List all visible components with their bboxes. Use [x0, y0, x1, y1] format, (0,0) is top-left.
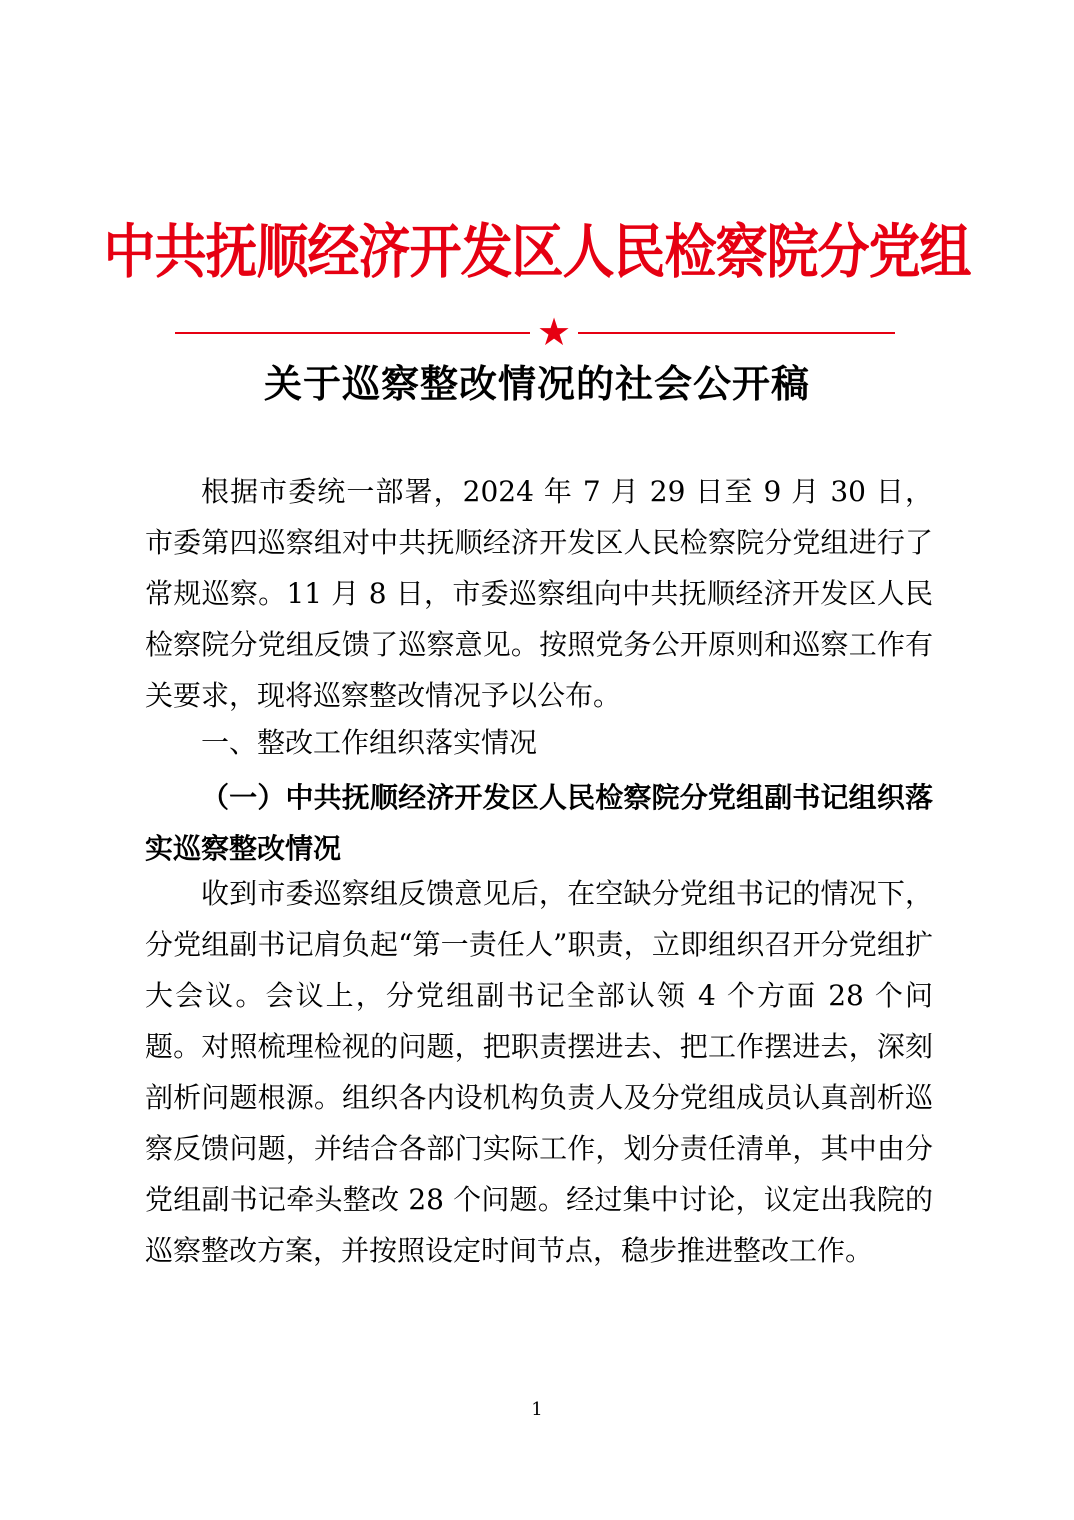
org-header-title: 中共抚顺经济开发区人民检察院分党组 [103, 219, 971, 287]
header-divider [175, 310, 895, 354]
paragraph-2-text: 收到市委巡察组反馈意见后，在空缺分党组书记的情况下，分党组副书记肩负起“第一责任人”职责，立即组织召开分党组扩大会议。会议上，分党组副书记全部认领 4 个方面 28 个问题。对照梳理检视的问题，把职责摆进去、把工作摆进去，深刻剖析问题根源。组织各内设机构负责人及分党组成员认真剖析巡察反馈问题，并结合各部门实际工作，划分责任清单，其中由分党组副书记牵头整改 28 个问题。经过集中讨论，议定出我院的巡察整改方案，并按照设定时间节点，稳步推进整改工作。 [145, 877, 933, 1267]
section-heading-1: 一、整改工作组织落实情况 [201, 726, 538, 759]
paragraph-body [145, 868, 933, 1276]
subsection-heading-1: （一）中共抚顺经济开发区人民检察院分党组副书记组织落实巡察整改情况 [145, 781, 933, 865]
paragraph-1-text: 根据市委统一部署，2024 年 7 月 29 日至 9 月 30 日，市委第四巡察组对中共抚顺经济开发区人民检察院分党组进行了常规巡察。11 月 8 日，市委巡察组向中共抚顺经济开发区人民检察院分党组反馈了巡察意见。按照党务公开原则和巡察工作有关要求，现将巡察整改情况予以公布。 [145, 475, 933, 712]
document-title: 关于巡察整改情况的社会公开稿 [263, 361, 810, 406]
divider-line-right [578, 332, 895, 334]
page-number: 1 [531, 1399, 543, 1420]
star-icon: ★ [536, 310, 572, 354]
divider-line-left [175, 332, 530, 334]
paragraph-intro [145, 466, 933, 721]
